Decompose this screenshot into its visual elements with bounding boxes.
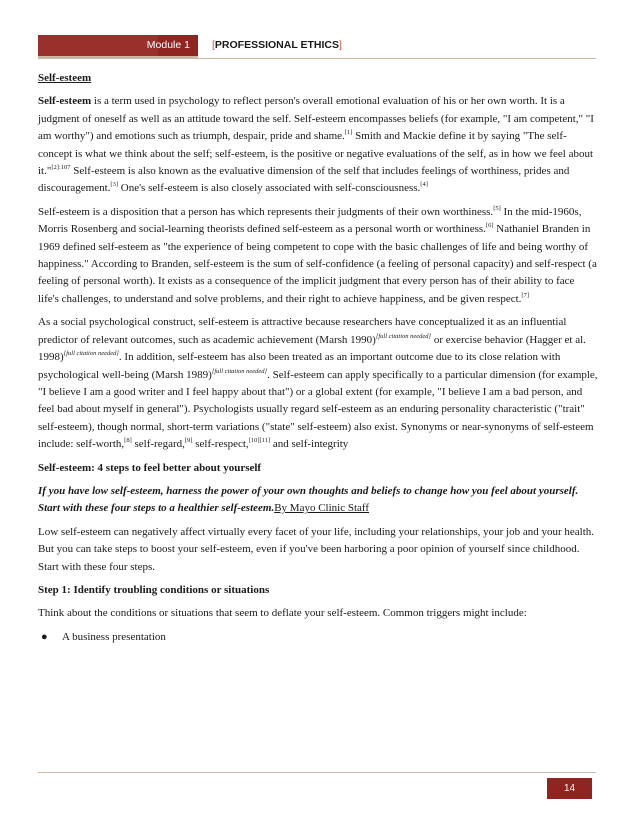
header-module-tab	[38, 35, 198, 59]
citation[interactable]: [full citation needed]	[211, 367, 268, 375]
lead-text: If you have low self-esteem, harness the power of your own thoughts and beliefs to change how you feel about yourself. Start with these four steps to a healthier self-esteem.	[38, 484, 579, 515]
header-module-label: Module 1	[146, 39, 190, 51]
citation[interactable]: [4]	[420, 181, 428, 189]
header-title: PROFESSIONAL ETHICS	[214, 39, 339, 51]
section-title-self-esteem: Self-esteem	[38, 72, 92, 84]
paragraph-construct: As a social psychological construct, self-esteem is attractive because researchers have conceptualized it as an influential predictor of relevant outcomes, such as academic achievement (Marsh 1990)[full citation needed] or exercise behavior (Hagger et al. 1998)[full citation needed]. In addition, self-esteem has also been treated as an important outcome due to its close relation with psychological well-being (Marsh 1989)[full citation needed]. Self-esteem can apply specifically to a particular dimension (for example, "I believe I am a good writer and I feel happy about that") or a global extent (for example, "I believe I am a bad person, and feel bad about myself in general"). Psychologists usually regard self-esteem as an enduring personality characteristic ("trait" self-esteem), though normal, short-term variations ("state" self-esteem) also exist. Synonyms or near-synonyms of self-esteem include: self-worth,[8] self-regard,[9] self-respect,[10][11] and self-integrity	[38, 316, 598, 451]
citation[interactable]: [9]	[184, 437, 193, 445]
citation[interactable]: [8]	[124, 437, 132, 445]
step-1-title: Step 1: Identify troubling conditions or situations	[38, 583, 270, 596]
citation[interactable]: [full citation needed]	[375, 332, 432, 340]
term-self-esteem: Self-esteem	[38, 95, 92, 108]
paragraph-triggers: Think about the conditions or situations that seem to deflate your self-esteem. Common triggers might include:	[38, 607, 527, 620]
section-title-four-steps: Self-esteem: 4 steps to feel better about yourself	[38, 461, 262, 474]
citation[interactable]: [7]	[521, 291, 529, 299]
list-item-text: A business presentation	[62, 630, 166, 643]
paragraph-low-self-esteem: Low self-esteem can negatively affect virtually every facet of your life, including your relationships, your job and your health. But you can take steps to boost your self-esteem, even if you've been harboring a poor opinion of yourself since childhood. Start with these four steps.	[38, 525, 595, 573]
footer-divider	[38, 772, 596, 773]
citation[interactable]: [full citation needed]	[63, 350, 119, 358]
byline-link[interactable]: By Mayo Clinic Staff	[274, 502, 370, 515]
header-open-bracket: [	[212, 39, 215, 51]
list-item	[38, 629, 598, 646]
header-title-area	[198, 35, 596, 59]
page-number: 14	[547, 778, 592, 799]
citation[interactable]: [2]:107	[51, 164, 71, 172]
citation[interactable]: [1]	[344, 129, 353, 137]
citation[interactable]: [3]	[110, 181, 118, 189]
bullet-icon: ●	[41, 630, 48, 643]
header-close-bracket: ]	[339, 39, 342, 51]
page-body	[38, 70, 598, 646]
paragraph-definition: Self-esteem is a term used in psychology to reflect person's overall emotional evaluation of his or her own worth. It is a judgment of oneself as well as an attitude toward the self. Self-esteem encompasses beliefs (for example, "I am competent," "I am worthy") and emotions such as triumph, despair, pride and shame.[1] Smith and Mackie define it by saying "The self-concept is what we think about the self; self-esteem, is the positive or negative evaluations of the self, as in how we feel about it."$^{[2]:107}$ Self-esteem is also known as the evaluative dimension of the self that includes feelings of worthiness, prides and discouragement.[3] One's self-esteem is also closely associated with self-consciousness.[4]	[38, 95, 594, 195]
lead-paragraph	[38, 483, 598, 518]
citation[interactable]: [6]	[485, 222, 494, 230]
paragraph-disposition: Self-esteem is a disposition that a person has which represents their judgments of their own worthiness.[5] In the mid-1960s, Morris Rosenberg and social-learning theorists defined self-esteem as a personal worth or worthiness.[6] Nathaniel Branden in 1969 defined self-esteem as "the experience of being competent to cope with the basic challenges of life and being worthy of happiness." According to Branden, self-esteem is the sum of self-confidence (a feeling of personal capacity) and self-respect (a feeling of personal worth). It exists as a consequence of the implicit judgment that every person has of their ability to face life's challenges, to understand and solve problems, and their right to achieve happiness, and be given respect.[7]	[38, 204, 597, 305]
citation[interactable]: [10][11]	[248, 437, 271, 445]
citation[interactable]: [5]	[493, 204, 501, 212]
page-header	[38, 35, 596, 59]
